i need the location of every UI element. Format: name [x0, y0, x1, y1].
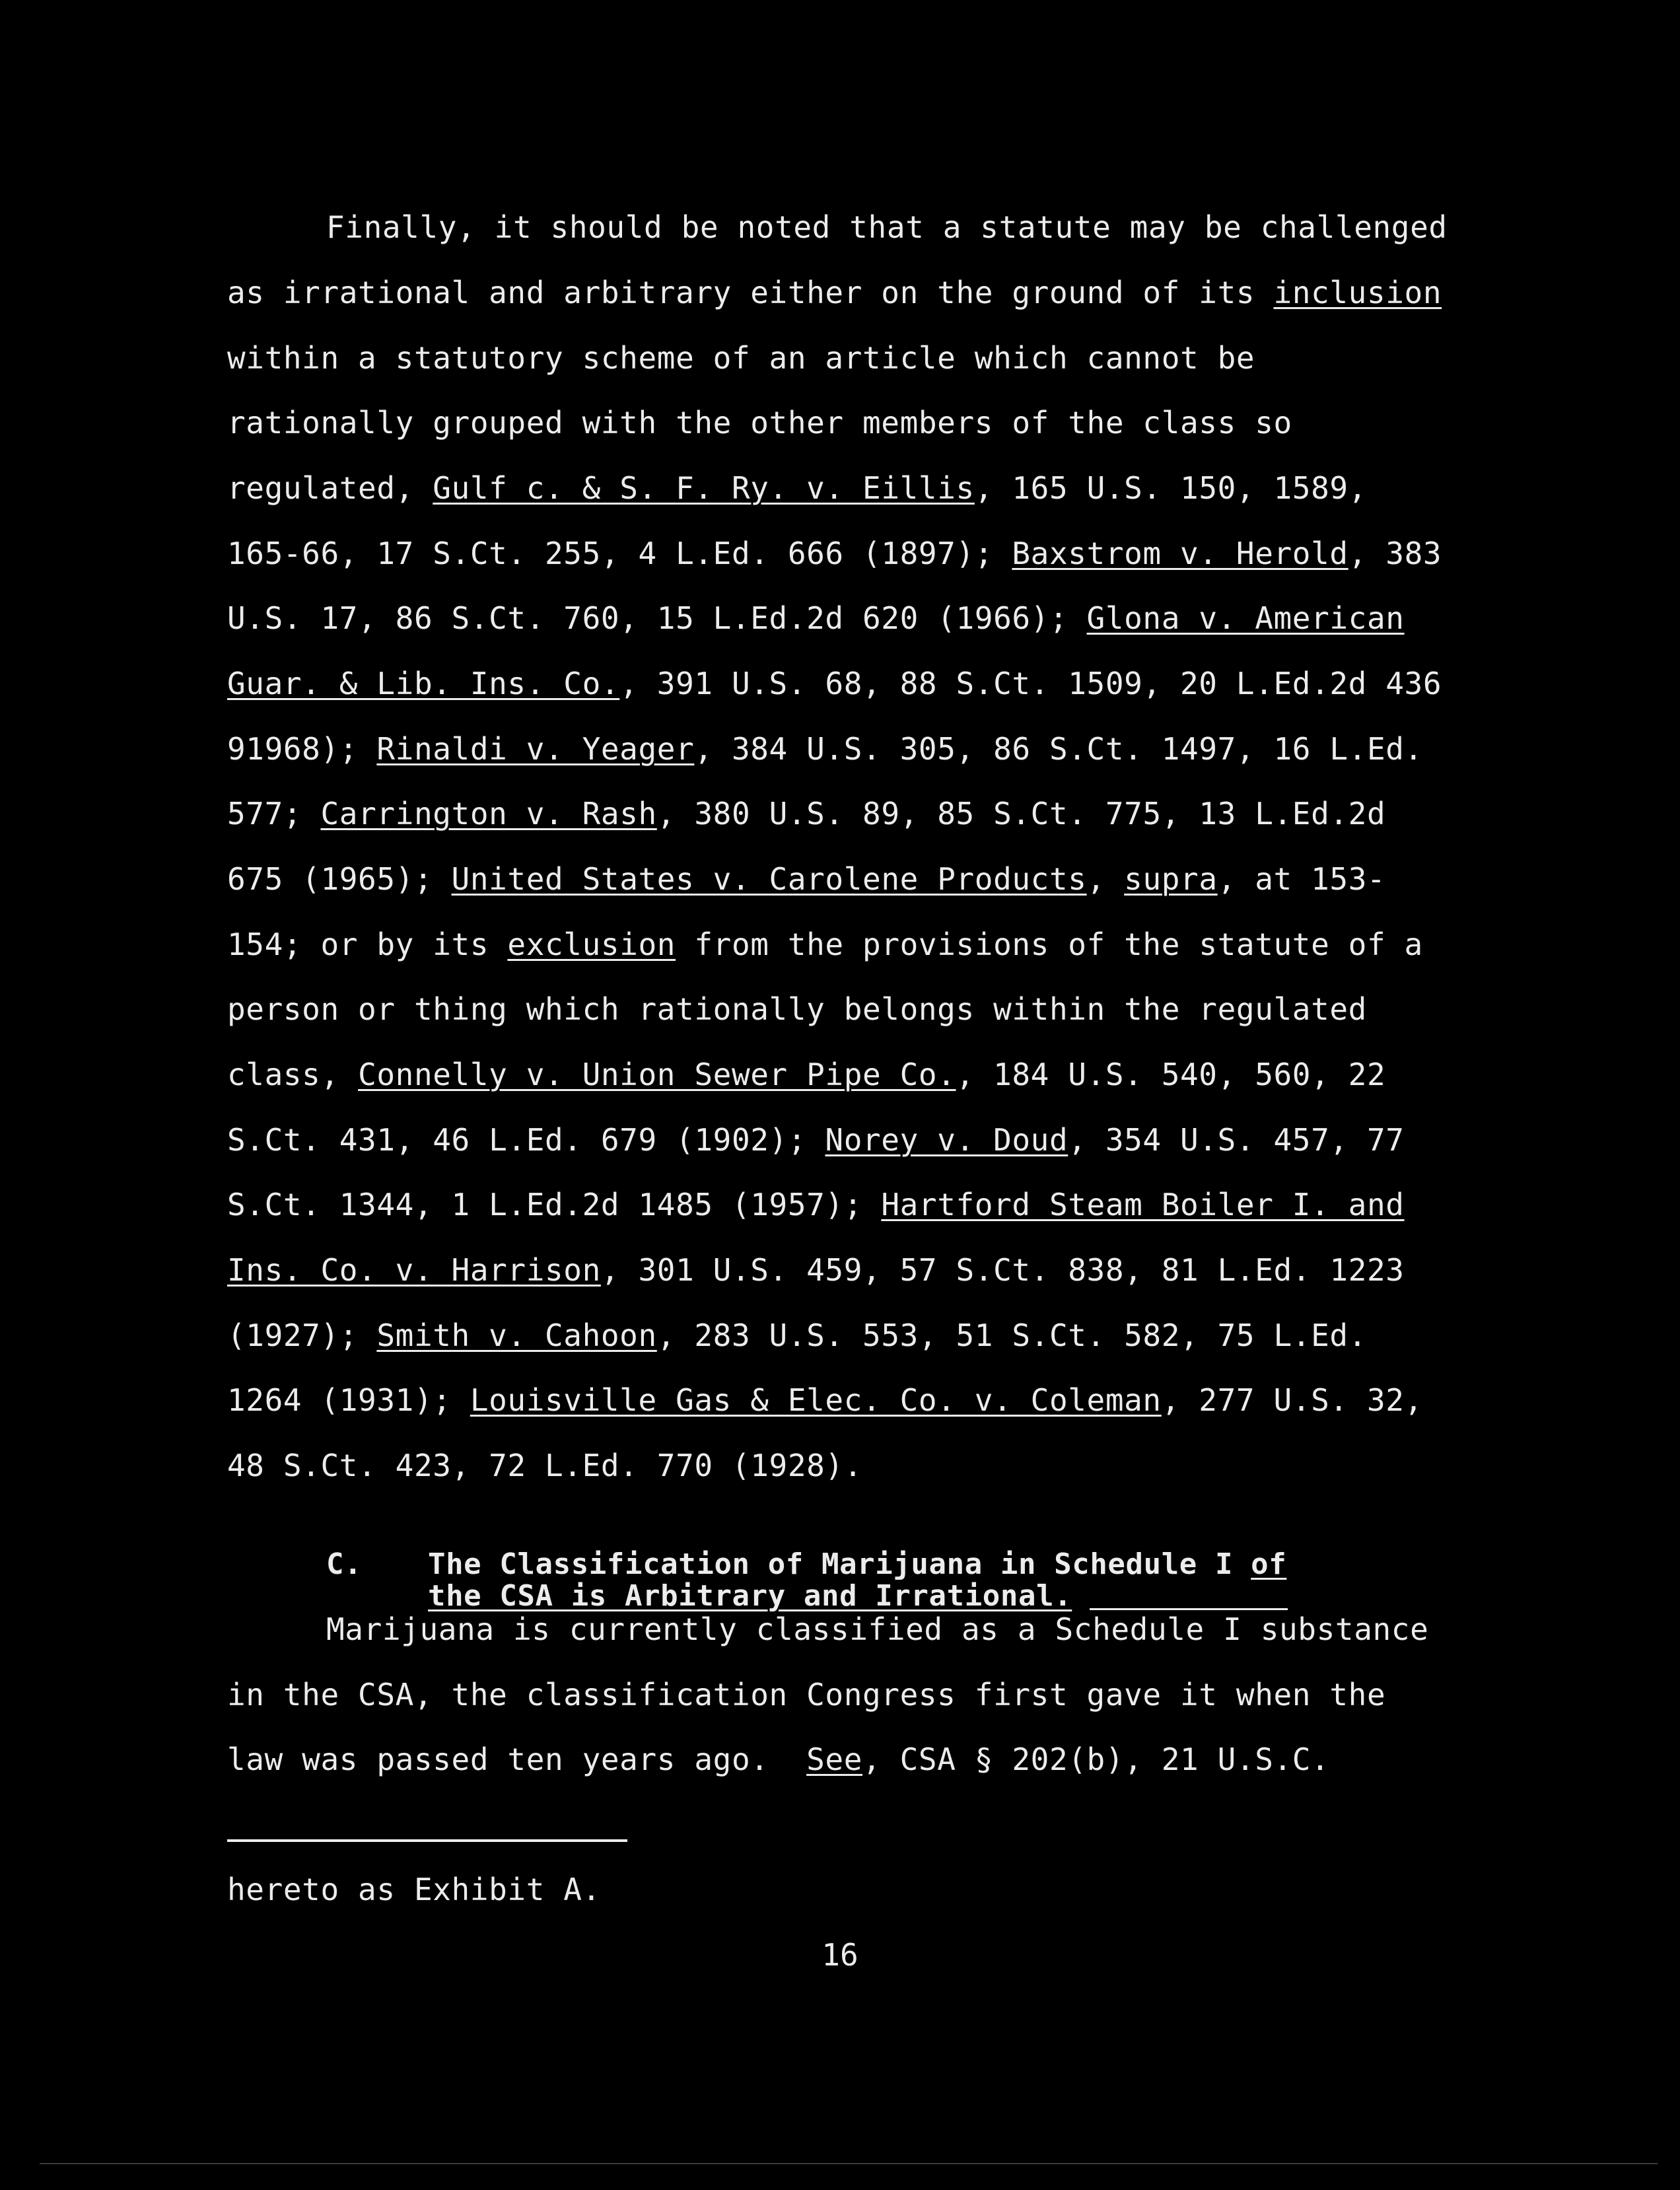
- body-line: 91968); Rinaldi v. Yeager, 384 U.S. 305, 86 S.Ct. 1497, 16 L.Ed.: [227, 731, 1423, 767]
- body-line: S.Ct. 431, 46 L.Ed. 679 (1902); Norey v. Doud, 354 U.S. 457, 77: [227, 1122, 1405, 1158]
- case-citation: Norey v. Doud: [825, 1122, 1068, 1158]
- body-line: Marijuana is currently classified as a Schedule I substance: [326, 1611, 1429, 1647]
- case-citation: Glona v. American: [1086, 600, 1405, 636]
- body-line: S.Ct. 1344, 1 L.Ed.2d 1485 (1957); Hartford Steam Boiler I. and: [227, 1187, 1405, 1222]
- section-heading-line: The Classification of Marijuana in Schedule I of: [428, 1547, 1287, 1581]
- emphasis-underlined: exclusion: [507, 927, 676, 962]
- body-line: U.S. 17, 86 S.Ct. 760, 15 L.Ed.2d 620 (1966); Glona v. American: [227, 600, 1405, 636]
- body-line: 675 (1965); United States v. Carolene Products, supra, at 153-: [227, 861, 1386, 897]
- case-citation: Hartford Steam Boiler I. and: [881, 1187, 1405, 1222]
- body-line: law was passed ten years ago. See, CSA § 202(b), 21 U.S.C.: [227, 1742, 1330, 1777]
- case-citation: Ins. Co. v. Harrison: [227, 1252, 601, 1288]
- body-line: regulated, Gulf c. & S. F. Ry. v. Eillis, 165 U.S. 150, 1589,: [227, 470, 1367, 506]
- section-heading-line: the CSA is Arbitrary and Irrational.: [428, 1579, 1072, 1613]
- emphasis-underlined: supra: [1124, 861, 1218, 897]
- body-line: (1927); Smith v. Cahoon, 283 U.S. 553, 51 S.Ct. 582, 75 L.Ed.: [227, 1318, 1367, 1353]
- case-citation: Connelly v. Union Sewer Pipe Co.: [358, 1057, 956, 1092]
- emphasis-underlined: inclusion: [1273, 275, 1442, 310]
- footnote-text: hereto as Exhibit A.: [227, 1872, 601, 1907]
- scan-edge-line: [40, 2163, 1658, 2164]
- body-line: class, Connelly v. Union Sewer Pipe Co., 184 U.S. 540, 560, 22: [227, 1057, 1386, 1092]
- body-line: as irrational and arbitrary either on the ground of its inclusion: [227, 275, 1442, 310]
- case-citation: Rinaldi v. Yeager: [376, 731, 695, 767]
- case-citation: Carrington v. Rash: [320, 796, 657, 831]
- body-line: 154; or by its exclusion from the provisions of the statute of a: [227, 927, 1423, 962]
- body-line: 1264 (1931); Louisville Gas & Elec. Co. v. Coleman, 277 U.S. 32,: [227, 1382, 1423, 1418]
- body-line: Ins. Co. v. Harrison, 301 U.S. 459, 57 S.Ct. 838, 81 L.Ed. 1223: [227, 1252, 1405, 1288]
- body-line: Guar. & Lib. Ins. Co., 391 U.S. 68, 88 S.Ct. 1509, 20 L.Ed.2d 436: [227, 666, 1442, 701]
- case-citation: Guar. & Lib. Ins. Co.: [227, 666, 620, 701]
- case-citation: United States v. Carolene Products: [451, 861, 1087, 897]
- signal-see: See: [806, 1742, 863, 1777]
- body-line: 165-66, 17 S.Ct. 255, 4 L.Ed. 666 (1897); Baxstrom v. Herold, 383: [227, 536, 1442, 571]
- body-line: rationally grouped with the other members of the class so: [227, 405, 1292, 441]
- case-citation: Baxstrom v. Herold: [1012, 536, 1348, 571]
- case-citation: Louisville Gas & Elec. Co. v. Coleman: [470, 1382, 1162, 1418]
- footnote-separator: [227, 1839, 627, 1842]
- section-marker: C.: [326, 1547, 363, 1581]
- body-line: 577; Carrington v. Rash, 380 U.S. 89, 85 S.Ct. 775, 13 L.Ed.2d: [227, 796, 1386, 831]
- body-line: 48 S.Ct. 423, 72 L.Ed. 770 (1928).: [227, 1448, 863, 1483]
- body-line: within a statutory scheme of an article which cannot be: [227, 340, 1255, 376]
- body-line: in the CSA, the classification Congress first gave it when the: [227, 1677, 1386, 1713]
- page-number: 16: [822, 1937, 858, 1973]
- case-citation: Smith v. Cahoon: [376, 1318, 657, 1353]
- case-citation: Gulf c. & S. F. Ry. v. Eillis: [433, 470, 975, 506]
- body-line: person or thing which rationally belongs within the regulated: [227, 991, 1367, 1027]
- body-line: Finally, it should be noted that a statute may be challenged: [326, 209, 1448, 245]
